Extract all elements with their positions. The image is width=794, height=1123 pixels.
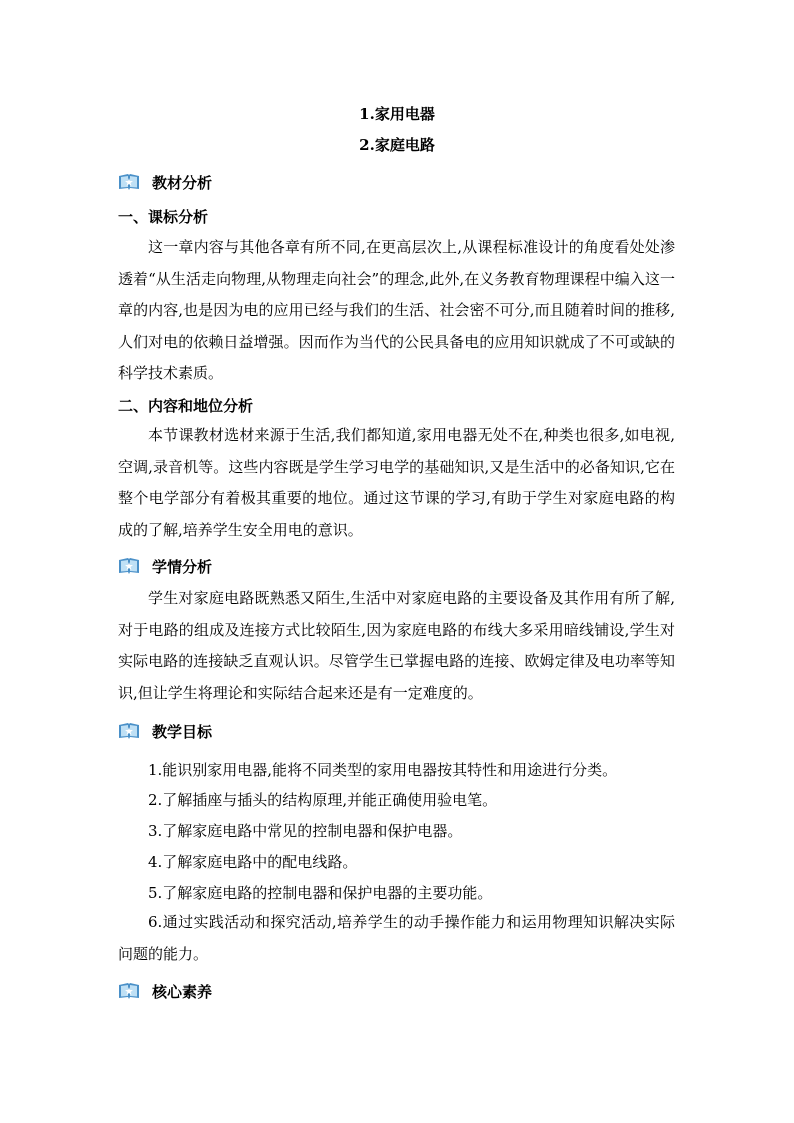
- goal-item: 6.通过实践活动和探究活动,培养学生的动手操作能力和运用物理知识解决实际问题的能力。: [118, 913, 675, 963]
- goal-item: 3.了解家庭电路中常见的控制电器和保护电器。: [148, 822, 463, 840]
- section-heading-material-analysis: [118, 171, 212, 193]
- sub-heading-curriculum-analysis: 一、课标分析: [118, 208, 209, 226]
- section-heading-label: 学情分析: [152, 557, 213, 576]
- book-icon: [118, 982, 140, 1000]
- section-heading-core-literacy: [118, 980, 212, 1002]
- goal-item: 4.了解家庭电路中的配电线路。: [148, 853, 358, 871]
- section-heading-label: 核心素养: [152, 982, 213, 1001]
- book-icon: [118, 557, 140, 575]
- section-heading-label: 教材分析: [152, 173, 213, 192]
- section-heading-student-analysis: [118, 555, 212, 577]
- section-heading-label: 教学目标: [152, 722, 213, 741]
- goal-item: 1.能识别家用电器,能将不同类型的家用电器按其特性和用途进行分类。: [148, 761, 618, 779]
- title-household-appliances: 1.家用电器: [359, 105, 435, 123]
- goal-item: 2.了解插座与插头的结构原理,并能正确使用验电笔。: [148, 791, 498, 809]
- goal-item: 5.了解家庭电路的控制电器和保护电器的主要功能。: [148, 884, 493, 902]
- paragraph-curriculum-analysis: 这一章内容与其他各章有所不同,在更高层次上,从课程标准设计的角度看处处渗透着“从生活走向物理,从物理走向社会”的理念,此外,在义务教育物理课程中编入这一章的内容,也是因为电的应用已经与我们的生活、社会密不可分,而且随着时间的推移,人们对电的依赖日益增强。因而作为当代的公民具备电的应用知识就成了不可或缺的科学技术素质。: [118, 238, 675, 383]
- sub-heading-content-position: 二、内容和地位分析: [118, 397, 254, 415]
- paragraph-student-analysis: 学生对家庭电路既熟悉又陌生,生活中对家庭电路的主要设备及其作用有所了解,对于电路的组成及连接方式比较陌生,因为家庭电路的布线大多采用暗线铺设,学生对实际电路的连接缺乏直观认识。尽管学生已掌握电路的连接、欧姆定律及电功率等知识,但让学生将理论和实际结合起来还是有一定难度的。: [118, 589, 675, 702]
- title-household-circuit: 2.家庭电路: [359, 136, 435, 154]
- book-icon: [118, 173, 140, 191]
- paragraph-content-position: 本节课教材选材来源于生活,我们都知道,家用电器无处不在,种类也很多,如电视,空调,录音机等。这些内容既是学生学习电学的基础知识,又是生活中的必备知识,它在整个电学部分有着极其重要的地位。通过这节课的学习,有助于学生对家庭电路的构成的了解,培养学生安全用电的意识。: [118, 426, 675, 539]
- book-icon: [118, 722, 140, 740]
- section-heading-teaching-goals: [118, 720, 212, 742]
